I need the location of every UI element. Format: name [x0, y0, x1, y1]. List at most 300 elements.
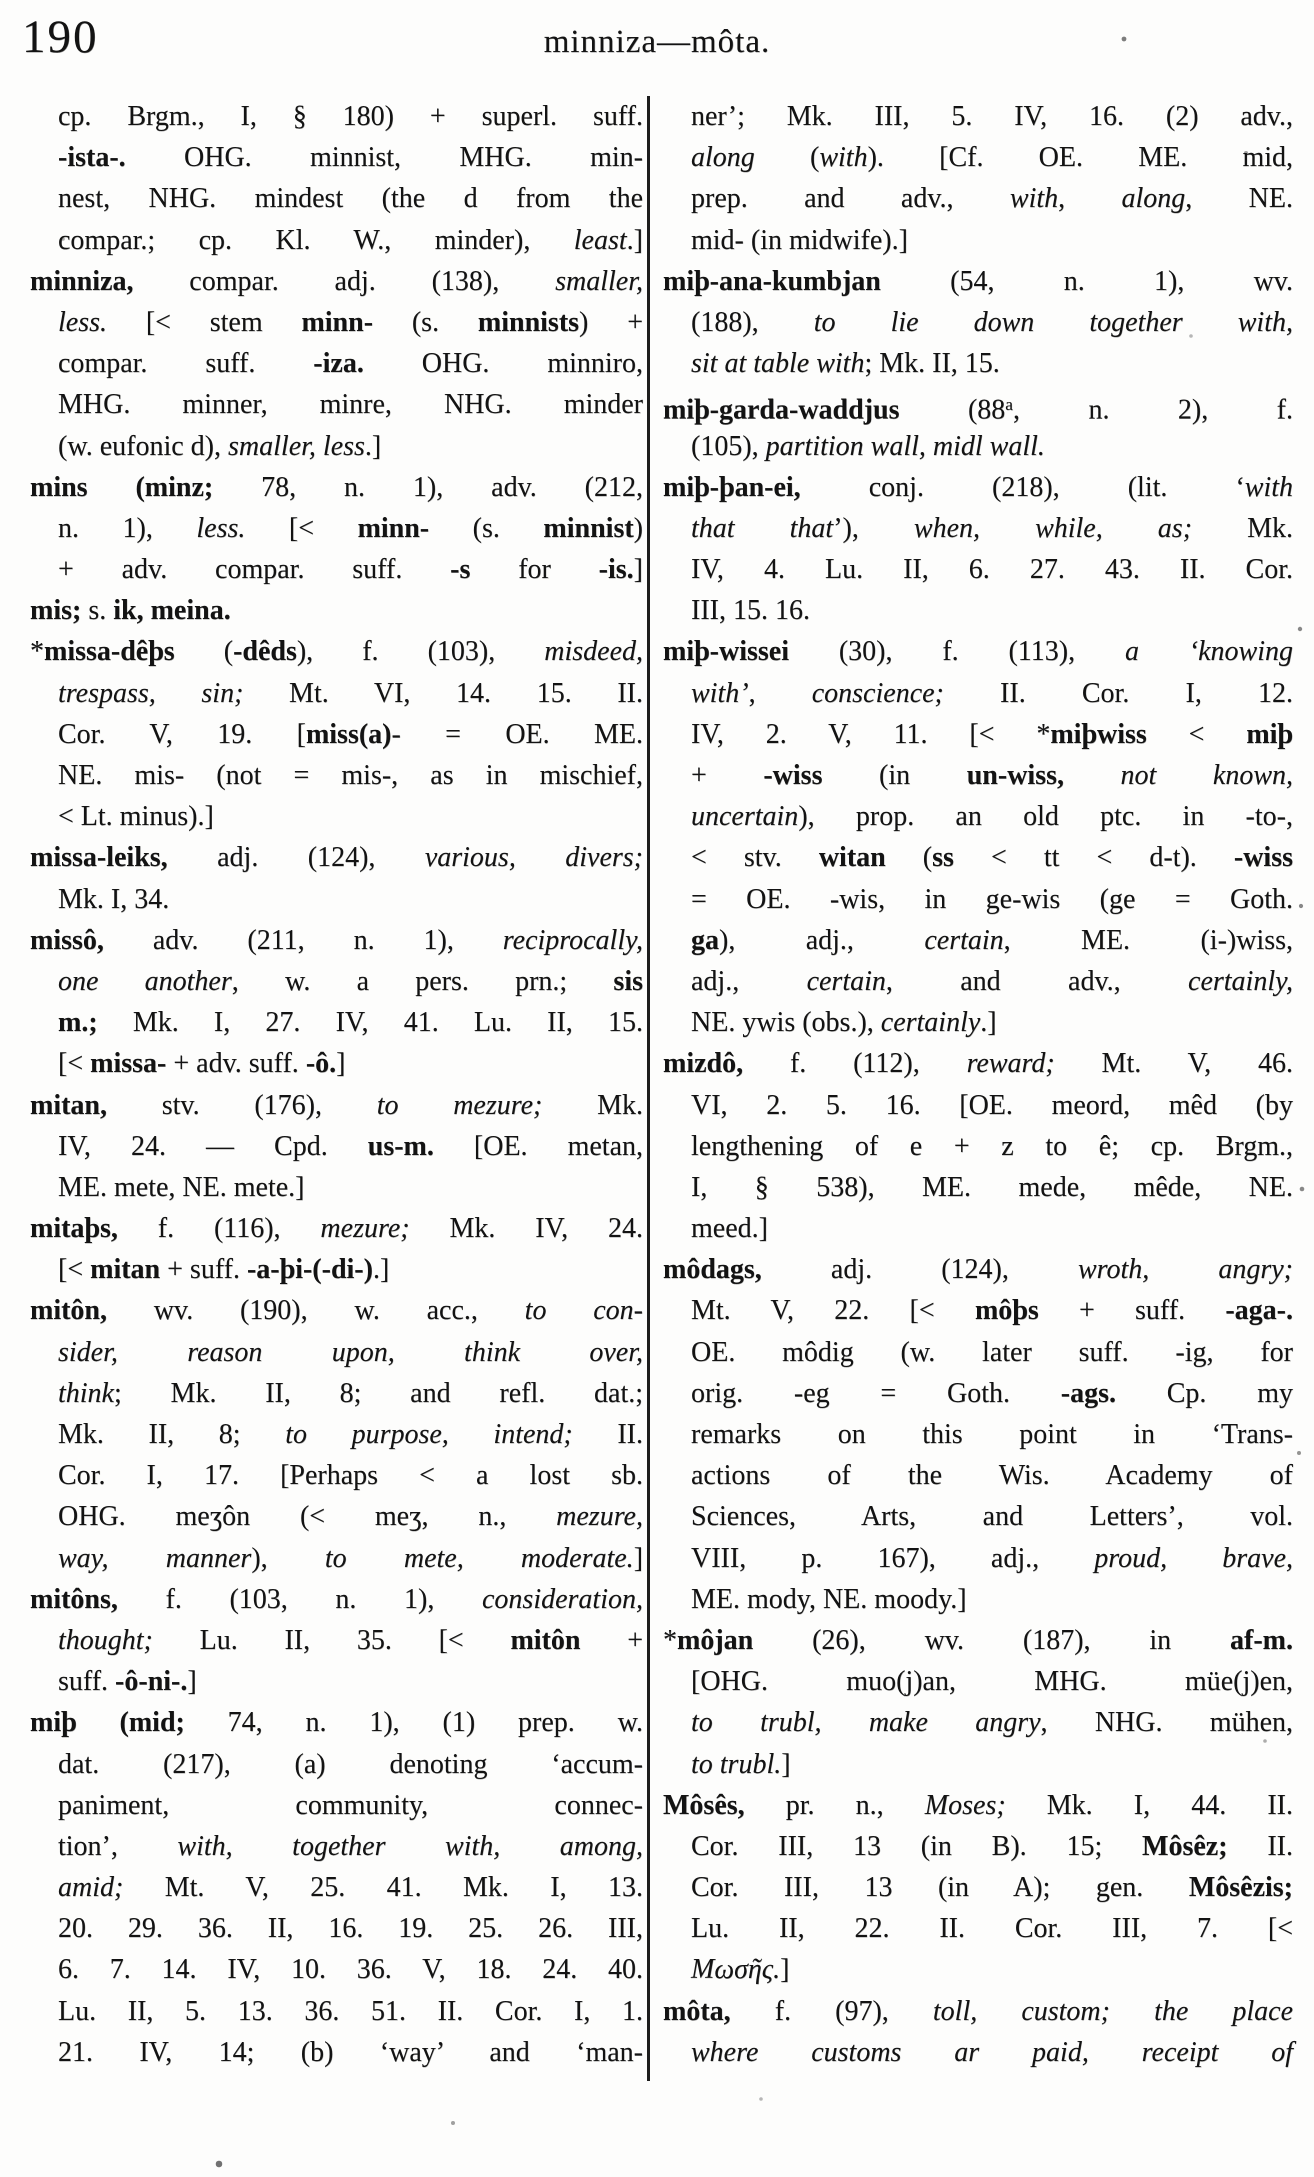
dictionary-line — [663, 1208, 1293, 1249]
gloss-text: to purpose, intend; — [285, 1419, 573, 1450]
dictionary-line — [30, 1002, 643, 1043]
dictionary-line — [663, 508, 1293, 549]
entry-text: compar. adj. (138), — [133, 265, 556, 297]
dictionary-line — [663, 1249, 1293, 1290]
column-divider-rule — [647, 96, 650, 2081]
dictionary-line — [30, 1167, 643, 1208]
gothic-word: minn- — [301, 306, 374, 338]
gothic-word: mitan — [90, 1254, 161, 1286]
entry-text: (in — [822, 760, 967, 791]
dictionary-line — [663, 220, 1293, 261]
dictionary-line — [30, 1579, 643, 1620]
entry-text: (188), — [691, 306, 814, 338]
entry-text: OHG. minniro, — [363, 348, 643, 380]
entry-text: II. Cor. I, 12. — [943, 677, 1293, 709]
entry-text: + adv. suff. — [166, 1048, 306, 1080]
gloss-text: a ‘knowing — [1124, 636, 1293, 668]
entry-text: lengthening of e + z to ê; cp. Brgm., — [691, 1130, 1293, 1162]
entry-text: ), prop. an old ptc. in -to-, — [798, 801, 1293, 833]
dictionary-line — [663, 1455, 1293, 1496]
entry-text: + — [580, 1624, 643, 1656]
dictionary-line — [663, 467, 1293, 508]
entry-text: , — [1058, 183, 1122, 215]
entry-text: tion’, — [58, 1830, 178, 1862]
gloss-text: reward; — [966, 1048, 1055, 1080]
entry-text: 78, n. 1), adv. (212, — [213, 471, 643, 503]
entry-text: ] — [187, 1666, 197, 1698]
dictionary-line — [663, 1826, 1293, 1867]
gothic-word: us-m. — [367, 1130, 434, 1162]
dictionary-line — [30, 837, 643, 878]
gloss-text: not known, — [1120, 760, 1293, 791]
dictionary-line — [663, 1620, 1293, 1661]
gothic-word: -aga-. — [1225, 1295, 1293, 1327]
dictionary-line — [663, 426, 1293, 467]
entry-text: IV, 2. V, 11. [< * — [691, 718, 1051, 750]
entry-text: ( — [885, 842, 933, 874]
dictionary-line — [30, 220, 643, 261]
dictionary-line — [663, 1949, 1293, 1990]
entry-text: f. (103, n. 1), — [117, 1583, 482, 1615]
gloss-text: Μωσῆς. — [691, 1954, 781, 1986]
dictionary-line — [30, 178, 643, 219]
entry-text: , NHG. mühen, — [1040, 1707, 1293, 1739]
entry-text: ] — [336, 1048, 346, 1080]
entry-text: ] — [633, 554, 643, 586]
gloss-text: along — [1121, 183, 1186, 215]
dictionary-line — [30, 673, 643, 714]
gloss-text: along — [691, 142, 755, 174]
gothic-word: -dêds — [233, 636, 297, 668]
gothic-word: miþ-garda-waddjus — [663, 394, 900, 426]
entry-text: Lu. II, 22. II. Cor. III, 7. [< — [691, 1913, 1293, 1945]
gothic-word: miss(a) — [305, 718, 392, 750]
entry-text: f. (112), — [743, 1048, 967, 1080]
dictionary-line — [663, 920, 1293, 961]
entry-text: remarks on this point in ‘Trans- — [691, 1419, 1293, 1450]
dictionary-line — [663, 714, 1293, 755]
gloss-text: mezure, — [556, 1501, 643, 1533]
gloss-text: Moses; — [924, 1789, 1006, 1821]
gothic-word: mitôn — [510, 1624, 581, 1656]
entry-text: ; Mk. II, 15. — [864, 348, 1000, 380]
dictionary-line — [30, 261, 643, 302]
dictionary-line — [30, 1043, 643, 1084]
gothic-word: miþ (mid; — [30, 1707, 185, 1739]
entry-text: VIII, p. 167), adj., — [691, 1542, 1095, 1574]
entry-text: * — [30, 636, 44, 668]
entry-text: [< — [58, 1048, 91, 1080]
gloss-text: least — [573, 224, 627, 256]
gloss-text: when, while, as; — [913, 512, 1193, 544]
entry-text: II. — [1227, 1830, 1293, 1862]
dictionary-line — [30, 1620, 643, 1661]
gloss-text: with’ — [691, 677, 749, 709]
entry-text: stv. (176), — [107, 1089, 377, 1121]
gloss-text: thought; — [58, 1624, 153, 1656]
dictionary-line — [30, 879, 643, 920]
entry-text: I, § 538), ME. mede, mêde, NE. — [691, 1171, 1293, 1203]
entry-text: Mk. I, 34. — [58, 883, 170, 915]
dictionary-line — [663, 1126, 1293, 1167]
gloss-text: uncertain — [691, 801, 799, 833]
entry-text: ( — [174, 636, 234, 668]
gothic-word: -iza. — [313, 348, 364, 380]
gothic-word: minniza, — [30, 265, 134, 297]
gloss-text: to lie down together with, — [813, 306, 1293, 338]
gloss-text: to mete, moderate. — [324, 1542, 634, 1574]
entry-text: .] — [980, 1007, 997, 1039]
dictionary-line — [30, 96, 643, 137]
gothic-word: mitôns, — [30, 1583, 118, 1615]
dictionary-line — [663, 1167, 1293, 1208]
entry-text: Mk. IV, 24. — [409, 1213, 643, 1245]
dictionary-line — [663, 1373, 1293, 1414]
dictionary-line — [30, 1785, 643, 1826]
entry-text: adj., — [691, 965, 807, 997]
entry-text: ME. mody, NE. moody.] — [691, 1583, 967, 1615]
dictionary-line — [663, 1744, 1293, 1785]
gothic-word: sis — [613, 965, 643, 997]
gothic-word: miþwiss — [1050, 718, 1147, 750]
dictionary-line — [30, 1414, 643, 1455]
entry-text: OHG. meʒôn (< meʒ, n., — [58, 1501, 557, 1533]
gloss-text: certainly — [880, 1007, 981, 1039]
dictionary-line — [663, 1538, 1293, 1579]
entry-text: a — [1005, 395, 1013, 415]
dictionary-line — [663, 673, 1293, 714]
gothic-word: -wiss — [1233, 842, 1293, 874]
gloss-text: less. — [58, 306, 107, 338]
gloss-text: certain — [806, 965, 886, 997]
gothic-word: ga — [691, 924, 719, 956]
gothic-word: ss — [932, 842, 954, 874]
entry-text: adv. (211, n. 1), — [103, 924, 503, 956]
entry-text: conj. (218), (lit. ‘ — [800, 471, 1245, 503]
gloss-text: trespass, sin; — [58, 677, 244, 709]
gloss-text: to trubl. — [691, 1748, 782, 1780]
dictionary-line — [663, 384, 1293, 425]
gothic-word: môjan — [677, 1624, 754, 1656]
entry-text: ) + — [579, 306, 643, 338]
entry-text: , ME. (i-)wiss, — [1003, 924, 1294, 956]
entry-text: < stv. — [691, 842, 819, 874]
entry-text: pr. n., — [744, 1789, 925, 1821]
gloss-text: sit at table with — [691, 348, 865, 380]
entry-text: for — [470, 554, 599, 586]
dictionary-line — [30, 1208, 643, 1249]
dictionary-line — [663, 343, 1293, 384]
entry-text: = OE. -wis, in ge-wis (ge = Goth. — [691, 883, 1293, 915]
entry-text: OHG. minnist, MHG. min- — [125, 142, 643, 174]
dictionary-line — [663, 961, 1293, 1002]
entry-text: 74, n. 1), (1) prep. w. — [184, 1707, 643, 1739]
gothic-word: -wiss — [763, 760, 823, 791]
entry-text: < tt < d-t). — [953, 842, 1234, 874]
column-left — [30, 96, 643, 2073]
entry-text: ME. mete, NE. mete.] — [58, 1171, 305, 1203]
entry-text: , NE. — [1185, 183, 1293, 215]
dictionary-line — [663, 261, 1293, 302]
entry-text: ; Mk. II, 8; and refl. dat.; — [114, 1377, 643, 1409]
entry-text: ] — [633, 1542, 644, 1574]
dictionary-line — [663, 178, 1293, 219]
dictionary-line — [30, 631, 643, 672]
dictionary-line — [30, 1249, 643, 1290]
entry-text: Cor. III, 13 (in A); gen. — [691, 1872, 1189, 1904]
dictionary-line — [30, 1290, 643, 1331]
entry-text: ’), — [833, 512, 914, 544]
dictionary-line — [663, 302, 1293, 343]
gloss-text: amid; — [58, 1872, 124, 1904]
entry-text: [OE. metan, — [433, 1130, 643, 1162]
gloss-text: wroth, angry; — [1077, 1254, 1293, 1286]
gothic-word: mizdô, — [663, 1048, 744, 1080]
gloss-text: consideration, — [482, 1583, 643, 1615]
dictionary-line — [30, 1373, 643, 1414]
entry-text: adj. (124), — [167, 842, 425, 874]
gloss-text: smaller, — [555, 265, 643, 297]
entry-text: (w. eufonic d), — [58, 430, 229, 462]
dictionary-line — [663, 590, 1293, 631]
dictionary-line — [30, 1867, 643, 1908]
gothic-word: -a-þi-(-di-) — [246, 1254, 373, 1286]
gloss-text: conscience; — [811, 677, 944, 709]
gothic-word: Môsêz; — [1142, 1830, 1228, 1862]
gothic-word: -ista-. — [58, 142, 126, 174]
entry-text: 20. 29. 36. II, 16. 19. 25. 26. III, — [58, 1913, 643, 1945]
entry-text: ). [Cf. OE. ME. mid, — [867, 142, 1294, 174]
entry-text: ] — [781, 1748, 791, 1780]
dictionary-line — [30, 1661, 643, 1702]
gloss-text: that that — [691, 512, 834, 544]
dictionary-line — [30, 467, 643, 508]
entry-text: Mk. — [542, 1089, 643, 1121]
entry-text: .] — [372, 1254, 390, 1286]
dictionary-line — [663, 549, 1293, 590]
gloss-text: proud, brave, — [1094, 1542, 1293, 1574]
entry-text: ) — [633, 512, 643, 544]
gothic-word: -is. — [598, 554, 634, 586]
entry-text: .] — [626, 224, 643, 256]
dictionary-line — [30, 1538, 643, 1579]
gloss-text: reciprocally, — [502, 924, 643, 956]
gothic-word: Môsês, — [663, 1789, 745, 1821]
entry-text: + suff. — [160, 1254, 247, 1286]
entry-text: ( — [754, 142, 820, 174]
dictionary-line — [663, 137, 1293, 178]
entry-text: paniment, community, connec- — [58, 1789, 643, 1821]
gothic-word: missa- — [90, 1048, 167, 1080]
gloss-text: to con- — [524, 1295, 643, 1327]
gothic-word: m.; — [58, 1007, 98, 1039]
gloss-text: to trubl, make angry — [691, 1707, 1041, 1739]
gloss-text: partition wall, midl wall. — [765, 430, 1045, 462]
entry-text: (105), — [691, 430, 766, 462]
entry-text: ), — [251, 1542, 325, 1574]
dictionary-line — [30, 137, 643, 178]
dictionary-line — [663, 1785, 1293, 1826]
entry-text: 21. IV, 14; (b) ‘way’ and ‘man- — [58, 2036, 643, 2068]
dictionary-line — [663, 796, 1293, 837]
gloss-text: less. — [196, 512, 246, 544]
gothic-word: minnist — [543, 512, 634, 544]
entry-text: ner’; Mk. III, 5. IV, 16. (2) adv., — [691, 101, 1293, 132]
dictionary-line — [663, 1496, 1293, 1537]
entry-text: + adv. compar. suff. — [58, 554, 451, 586]
entry-text: , — [748, 677, 812, 709]
entry-text: Mk. — [1192, 512, 1293, 544]
dictionary-line — [663, 1908, 1293, 1949]
entry-text: , and adv., — [885, 965, 1189, 997]
gothic-word: Môsêzis; — [1188, 1872, 1293, 1904]
entry-text: Mt. V, 22. [< — [691, 1295, 975, 1327]
gloss-text: various, divers; — [424, 842, 643, 874]
entry-text: [< stem — [107, 306, 302, 338]
gothic-word: môþs — [974, 1295, 1039, 1327]
entry-text: II. — [572, 1419, 643, 1450]
dictionary-line — [663, 1290, 1293, 1331]
gloss-text: with — [1244, 471, 1293, 503]
entry-text: Mk. II, 8; — [58, 1419, 286, 1450]
dictionary-line — [663, 879, 1293, 920]
gloss-text: think — [58, 1377, 114, 1409]
entry-text: (s. — [429, 512, 544, 544]
entry-text: , w. a pers. prn.; — [231, 965, 614, 997]
dictionary-line — [30, 590, 643, 631]
entry-text: cp. Brgm., I, § 180) + superl. suff. — [58, 101, 643, 132]
entry-text: compar.; cp. Kl. W., minder), — [58, 224, 574, 256]
entry-text: NE. ywis (obs.), — [691, 1007, 881, 1039]
entry-text: n. 1), — [58, 512, 197, 544]
gloss-text: with — [1009, 183, 1059, 215]
entry-text: (s. — [373, 306, 478, 338]
entry-text: Cor. III, 13 (in B). 15; — [691, 1830, 1143, 1862]
dictionary-line — [663, 837, 1293, 878]
gothic-word: minn- — [357, 512, 430, 544]
dictionary-line — [30, 2032, 643, 2073]
gloss-text: misdeed, — [544, 636, 644, 668]
entry-text: [< — [245, 512, 358, 544]
gothic-word: mitan, — [30, 1089, 107, 1121]
entry-text: Cor. V, 19. [ — [58, 718, 306, 750]
gothic-word: mins (minz; — [30, 471, 214, 503]
dictionary-line — [663, 1579, 1293, 1620]
entry-text: (54, n. 1), wv. — [880, 265, 1293, 297]
entry-text: * — [663, 1624, 677, 1656]
gloss-text: one another — [58, 965, 232, 997]
entry-text — [1064, 760, 1121, 791]
dictionary-line — [30, 1991, 643, 2032]
gothic-word: miþ-þan-ei, — [663, 471, 801, 503]
entry-text: Lu. II, 35. [< — [152, 1624, 511, 1656]
dictionary-line — [30, 426, 643, 467]
entry-text: - = OE. ME. — [391, 718, 643, 750]
gloss-text: sider, reason upon, think over, — [58, 1336, 643, 1368]
dictionary-line — [663, 1332, 1293, 1373]
gothic-word: missô, — [30, 924, 104, 956]
entry-text: Cp. my — [1115, 1377, 1293, 1409]
gothic-word: missa-leiks, — [30, 842, 168, 874]
dictionary-line — [30, 508, 643, 549]
dictionary-line — [30, 1826, 643, 1867]
gothic-word: -s — [450, 554, 471, 586]
running-head: minniza—môta. — [543, 24, 771, 60]
gloss-text: way, manner — [58, 1542, 252, 1574]
entry-text: [< — [58, 1254, 91, 1286]
entry-text: < — [1146, 718, 1247, 750]
gloss-text: certainly, — [1188, 965, 1293, 997]
dictionary-line — [30, 1744, 643, 1785]
entry-text: NE. mis- (not = mis-, as in mischief, — [58, 760, 643, 791]
gothic-word: minnists — [477, 306, 580, 338]
dictionary-line — [663, 755, 1293, 796]
dictionary-line — [30, 549, 643, 590]
gothic-word: ik, meina. — [113, 595, 231, 627]
entry-text: (26), wv. (187), in — [753, 1624, 1231, 1656]
gothic-word: witan — [818, 842, 886, 874]
entry-text: dat. (217), (a) denoting ‘accum- — [58, 1748, 643, 1780]
entry-text: , n. 2), f. — [1012, 394, 1293, 426]
entry-text: Mt. V, 25. 41. Mk. I, 13. — [123, 1872, 643, 1904]
dictionary-line — [663, 631, 1293, 672]
dictionary-line — [30, 714, 643, 755]
gothic-word: miþ-wissei — [663, 636, 789, 668]
gloss-text: to mezure; — [376, 1089, 543, 1121]
gothic-word: -ô-ni-. — [115, 1666, 188, 1698]
dictionary-line — [30, 1496, 643, 1537]
entry-text: Mt. V, 46. — [1054, 1048, 1294, 1080]
dictionary-line — [663, 1414, 1293, 1455]
entry-text: compar. suff. — [58, 348, 314, 380]
gothic-word: -ô. — [305, 1048, 337, 1080]
entry-text: IV, 4. Lu. II, 6. 27. 43. II. Cor. — [691, 554, 1293, 586]
entry-text: s. — [81, 595, 114, 627]
entry-text: III, 15. 16. — [691, 595, 810, 627]
gloss-text: certain — [924, 924, 1004, 956]
entry-text: Lu. II, 5. 13. 36. 51. II. Cor. I, 1. — [58, 1995, 643, 2027]
dictionary-line — [30, 961, 643, 1002]
dictionary-line — [663, 1867, 1293, 1908]
scan-speckles — [0, 0, 2, 2]
entry-text: wv. (190), w. acc., — [107, 1295, 525, 1327]
entry-text: prep. and adv., — [691, 183, 1010, 215]
entry-text: (30), f. (113), — [789, 636, 1125, 668]
dictionary-line — [663, 2032, 1293, 2073]
dictionary-line — [30, 1455, 643, 1496]
gothic-word: mitaþs, — [30, 1213, 118, 1245]
gothic-word: un-wiss, — [966, 760, 1064, 791]
gloss-text: smaller, less — [228, 430, 365, 462]
entry-text: IV, 24. — Cpd. — [58, 1130, 368, 1162]
gloss-text: with — [819, 142, 868, 174]
entry-text: Mt. VI, 14. 15. II. — [243, 677, 643, 709]
dictionary-line — [663, 1702, 1293, 1743]
gothic-word: miþ — [1246, 718, 1293, 750]
entry-text: Sciences, Arts, and Letters’, vol. — [691, 1501, 1293, 1533]
entry-text: + — [691, 760, 764, 791]
entry-text: mid- (in midwife).] — [691, 224, 908, 256]
entry-text: MHG. minner, minre, NHG. minder — [58, 389, 643, 421]
entry-text: nest, NHG. mindest (the d from the — [58, 183, 643, 215]
dictionary-line — [30, 343, 643, 384]
gloss-text: with, together with, among, — [177, 1830, 644, 1862]
entry-text: VI, 2. 5. 16. [OE. meord, mêd (by — [691, 1089, 1293, 1121]
gothic-word: môta, — [663, 1995, 731, 2027]
dictionary-line — [30, 1702, 643, 1743]
dictionary-line — [30, 302, 643, 343]
entry-text: Cor. I, 17. [Perhaps < a lost sb. — [58, 1460, 643, 1492]
